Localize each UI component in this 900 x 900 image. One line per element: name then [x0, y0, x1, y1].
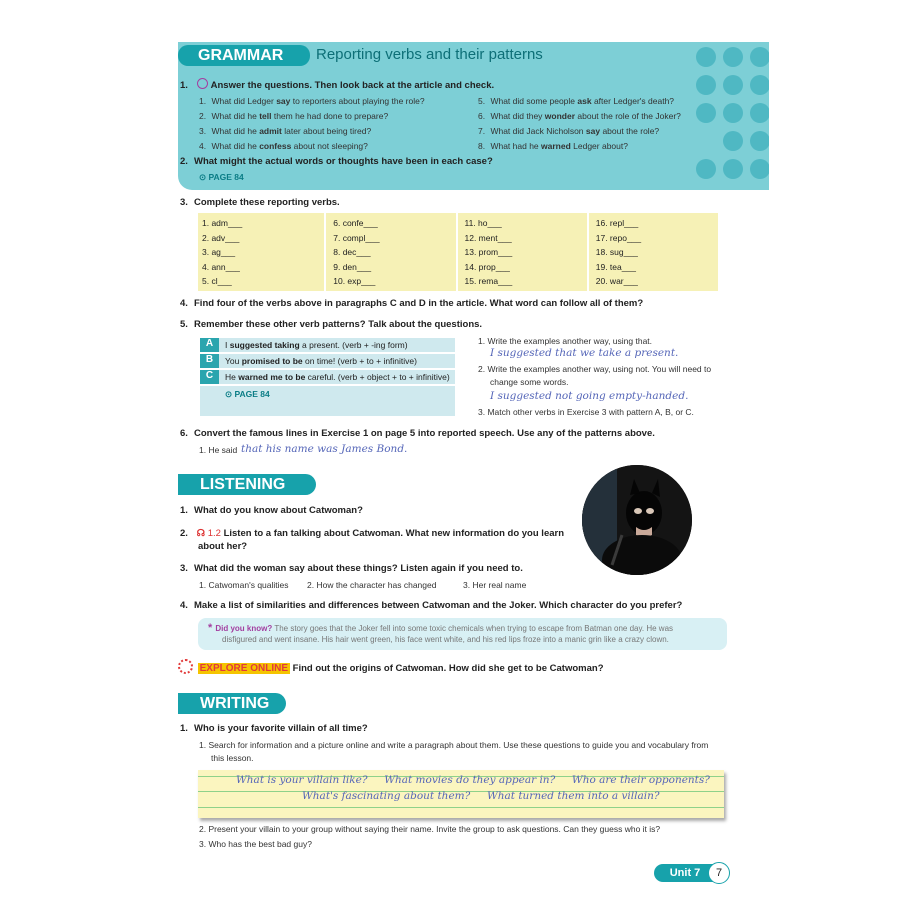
question-item: 6. What did they wonder about the role of the Joker?	[478, 111, 681, 121]
grammar-q1: 1. Answer the questions. Then look back at the article and check.	[180, 80, 495, 91]
writing-prompt-line2: What's fascinating about them? What turned them into a villain?	[302, 790, 660, 802]
listening-q4: 4. Make a list of similarities and differences between Catwoman and the Joker. Which character do you prefer?	[180, 600, 683, 611]
verbs-column	[329, 213, 457, 291]
question-item: 2. What did he tell them he had done to prepare?	[199, 111, 389, 121]
did-you-know-text2: disfigured and went insane. His hair went green, his face went white, and his red lips froze into a manic grin like a crazy clown.	[222, 635, 669, 644]
writing-prompts-box	[198, 770, 724, 818]
q5-answer2: I suggested not going empty-handed.	[490, 390, 689, 402]
verbs-column	[461, 213, 589, 291]
pattern-page-ref[interactable]: ⊙ PAGE 84	[225, 389, 270, 399]
question-item: 7. What did Jack Nicholson say about the role?	[478, 126, 660, 136]
listening-q3-item1: 1. Catwoman's qualities	[199, 580, 289, 590]
verb-cell: 17. repo___	[595, 232, 642, 243]
grammar-q6: 6. Convert the famous lines in Exercise 1 on page 5 into reported speech. Use any of the patterns above.	[180, 428, 655, 439]
headphones-icon[interactable]: ☊	[196, 528, 208, 539]
verb-cell: 12. ment___	[464, 232, 512, 243]
grammar-q5: 5. Remember these other verb patterns? Talk about the questions.	[180, 319, 483, 330]
explore-online-text: Find out the origins of Catwoman. How did she get to be Catwoman?	[292, 663, 604, 674]
question-item: 4. What did he confess about not sleeping?	[199, 141, 368, 151]
writing-sub1b: this lesson.	[211, 753, 254, 763]
grammar-q4: 4. Find four of the verbs above in paragraphs C and D in the article. What word can follow all of them?	[180, 298, 644, 309]
pattern-row: A I suggested taking a present. (verb + -ing form)	[200, 338, 455, 354]
verb-cell: 1. adm___	[202, 218, 243, 228]
star-icon: *	[208, 622, 216, 634]
verb-cell: 8. dec___	[333, 247, 371, 257]
q6-answer: that his name was James Bond.	[241, 443, 408, 455]
verbs-column	[592, 213, 718, 291]
verb-cell: 7. compl___	[333, 232, 380, 243]
question-item: 1. What did Ledger say to reporters about playing the role?	[199, 96, 425, 106]
verb-cell: 4. ann___	[202, 261, 240, 272]
verb-cell: 11. ho___	[464, 218, 502, 228]
catwoman-photo	[582, 465, 692, 575]
explore-online-row	[178, 659, 604, 674]
q6-sub: 1. He said	[199, 445, 238, 455]
page-ref-link[interactable]: ⊙ PAGE 84	[199, 172, 244, 182]
did-you-know-box	[198, 618, 727, 650]
writing-prompt-line1: What is your villain like? What movies do they appear in? Who are their opponents?	[236, 774, 710, 786]
verb-cell: 2. adv___	[202, 232, 240, 243]
verbs-table	[198, 213, 718, 291]
listening-q1: 1. What do you know about Catwoman?	[180, 505, 363, 516]
verb-cell: 9. den___	[333, 261, 372, 272]
grammar-subtitle: Reporting verbs and their patterns	[316, 46, 543, 63]
did-you-know-text1: The story goes that the Joker fell into some toxic chemicals when trying to escape from Batman one day. He was	[274, 624, 674, 633]
verb-patterns-box	[200, 338, 455, 416]
listening-title: LISTENING	[178, 474, 316, 495]
writing-sub1a: 1. Search for information and a picture online and write a paragraph about them. Use these questions to guide you and vocabulary from	[199, 740, 709, 750]
page-ref-icon: ⊙	[199, 172, 209, 182]
pattern-label: B	[200, 354, 219, 368]
writing-q1: 1. Who is your favorite villain of all time?	[180, 723, 368, 734]
explore-online-label[interactable]: EXPLORE ONLINE	[199, 663, 288, 674]
verb-cell: 3. ag___	[202, 247, 236, 257]
q5-sub3: 3. Match other verbs in Exercise 3 with pattern A, B, or C.	[478, 407, 694, 417]
verb-cell: 14. prop___	[464, 261, 510, 272]
verbs-column	[198, 213, 326, 291]
q5-sub1: 1. Write the examples another way, using that.	[478, 336, 653, 346]
q5-sub2b: change some words.	[490, 377, 569, 387]
verb-cell: 20. war___	[595, 276, 638, 286]
verb-cell: 18. sug___	[595, 247, 638, 257]
did-you-know-title: Did you know?	[215, 624, 273, 633]
lightbulb-icon	[197, 78, 208, 89]
verb-cell: 13. prom___	[464, 247, 513, 257]
grammar-title: GRAMMAR	[178, 45, 310, 66]
listening-q3-item3: 3. Her real name	[463, 580, 527, 590]
question-item: 8. What had he warned Ledger about?	[478, 141, 628, 151]
grammar-q3: 3. Complete these reporting verbs.	[180, 197, 340, 208]
verb-cell: 10. exp___	[333, 276, 376, 286]
verb-cell: 16. repl___	[595, 218, 639, 228]
page-number: 7	[708, 862, 730, 884]
q5-answer1: I suggested that we take a present.	[490, 347, 679, 359]
grammar-q2: 2. What might the actual words or thoughts have been in each case?	[180, 156, 493, 167]
listening-q3-item2: 2. How the character has changed	[307, 580, 437, 590]
pattern-label: C	[200, 370, 219, 384]
verb-cell: 15. rema___	[464, 276, 513, 286]
pattern-row: C He warned me to be careful. (verb + object + to + infinitive)	[200, 370, 455, 386]
unit-badge	[654, 864, 730, 882]
writing-sub2: 2. Present your villain to your group without saying their name. Invite the group to ask questions. Can they guess who it is?	[199, 824, 661, 834]
listening-q3: 3. What did the woman say about these things? Listen again if you need to.	[180, 563, 523, 574]
writing-sub3: 3. Who has the best bad guy?	[199, 839, 312, 849]
listening-q2-cont: about her?	[198, 541, 248, 552]
listening-q2: 2. ☊ 1.2 Listen to a fan talking about Catwoman. What new information do you learn	[180, 528, 565, 539]
verb-cell: 5. cl___	[202, 276, 232, 286]
writing-title: WRITING	[178, 693, 286, 714]
question-item: 5. What did some people ask after Ledger's death?	[478, 96, 675, 106]
unit-label: Unit 7	[654, 864, 716, 882]
verb-cell: 19. tea___	[595, 261, 636, 272]
question-item: 3. What did he admit later about being tired?	[199, 126, 372, 136]
pattern-row: B You promised to be on time! (verb + to + infinitive)	[200, 354, 455, 370]
explore-icon	[178, 659, 193, 674]
verb-cell: 6. confe___	[333, 218, 378, 228]
pattern-label: A	[200, 338, 219, 352]
q5-sub2a: 2. Write the examples another way, using not. You will need to	[478, 364, 712, 374]
